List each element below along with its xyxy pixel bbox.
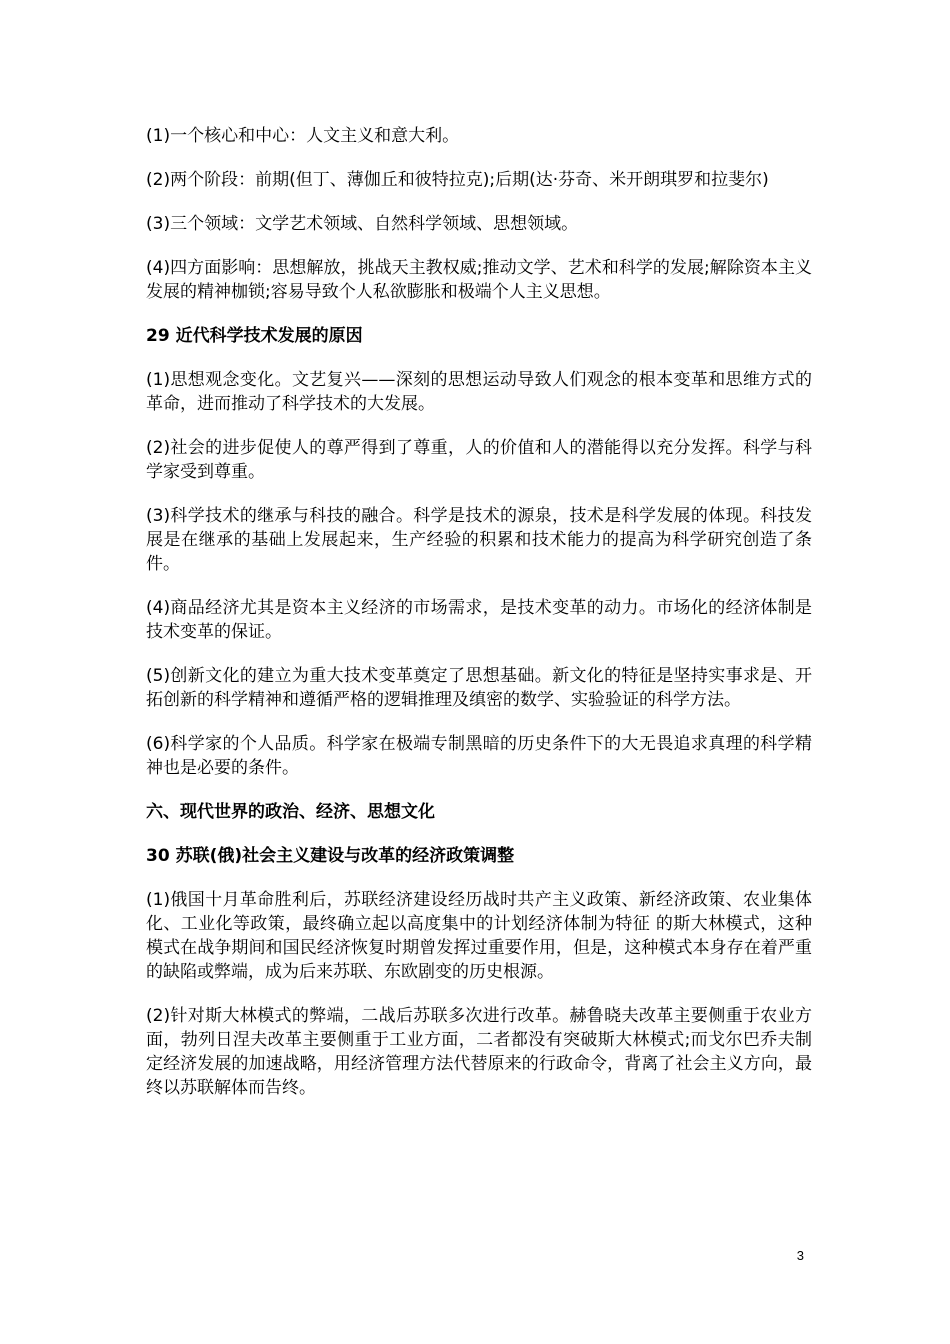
page-number: 3 xyxy=(796,1248,804,1263)
paragraph-soviet-model: (1)俄国十月革命胜利后，苏联经济建设经历战时共产主义政策、新经济政策、农业集体化、工业化等政策，最终确立起以高度集中的计划经济体制为特征 的斯大林模式，这种模式在战争期间和国民经济恢复时期曾发挥过重要作用，但是，这种模式本身存在着严重的缺陷或弊端，成为后来苏联、东欧剧变的历史根源。 xyxy=(146,890,812,982)
paragraph-science-reason-2: (2)社会的进步促使人的尊严得到了尊重，人的价值和人的潜能得以充分发挥。科学与科学家受到尊重。 xyxy=(146,438,812,482)
paragraph-renaissance-influence: (4)四方面影响：思想解放，挑战天主教权威;推动文学、艺术和科学的发展;解除资本主义发展的精神枷锁;容易导致个人私欲膨胀和极端个人主义思想。 xyxy=(146,258,812,302)
paragraph-science-reason-1: (1)思想观念变化。文艺复兴——深刻的思想运动导致人们观念的根本变革和思维方式的革命，进而推动了科学技术的大发展。 xyxy=(146,370,812,414)
paragraph-renaissance-stages: (2)两个阶段：前期(但丁、薄伽丘和彼特拉克);后期(达·芬奇、米开朗琪罗和拉斐尔) xyxy=(146,170,769,190)
paragraph-science-reason-6: (6)科学家的个人品质。科学家在极端专制黑暗的历史条件下的大无畏追求真理的科学精神也是必要的条件。 xyxy=(146,734,812,778)
document-body xyxy=(146,124,812,1120)
paragraph-science-reason-5: (5)创新文化的建立为重大技术变革奠定了思想基础。新文化的特征是坚持实事求是、开拓创新的科学精神和遵循严格的逻辑推理及缜密的数学、实验验证的科学方法。 xyxy=(146,666,812,710)
section-heading-30: 30 苏联(俄)社会主义建设与改革的经济政策调整 xyxy=(146,846,515,866)
paragraph-renaissance-center: (1)一个核心和中心：人文主义和意大利。 xyxy=(146,126,460,146)
paragraph-renaissance-fields: (3)三个领域：文学艺术领域、自然科学领域、思想领域。 xyxy=(146,214,579,234)
section-heading-29: 29 近代科学技术发展的原因 xyxy=(146,326,363,346)
paragraph-soviet-reform: (2)针对斯大林模式的弊端，二战后苏联多次进行改革。赫鲁晓夫改革主要侧重于农业方面，勃列日涅夫改革主要侧重于工业方面，二者都没有突破斯大林模式;而戈尔巴乔夫制定经济发展的加速战略，用经济管理方法代替原来的行政命令，背离了社会主义方向，最终以苏联解体而告终。 xyxy=(146,1006,812,1098)
chapter-heading-6: 六、现代世界的政治、经济、思想文化 xyxy=(146,802,435,822)
paragraph-science-reason-4: (4)商品经济尤其是资本主义经济的市场需求，是技术变革的动力。市场化的经济体制是技术变革的保证。 xyxy=(146,598,812,642)
paragraph-science-reason-3: (3)科学技术的继承与科技的融合。科学是技术的源泉，技术是科学发展的体现。科技发展是在继承的基础上发展起来，生产经验的积累和技术能力的提高为科学研究创造了条件。 xyxy=(146,506,812,574)
